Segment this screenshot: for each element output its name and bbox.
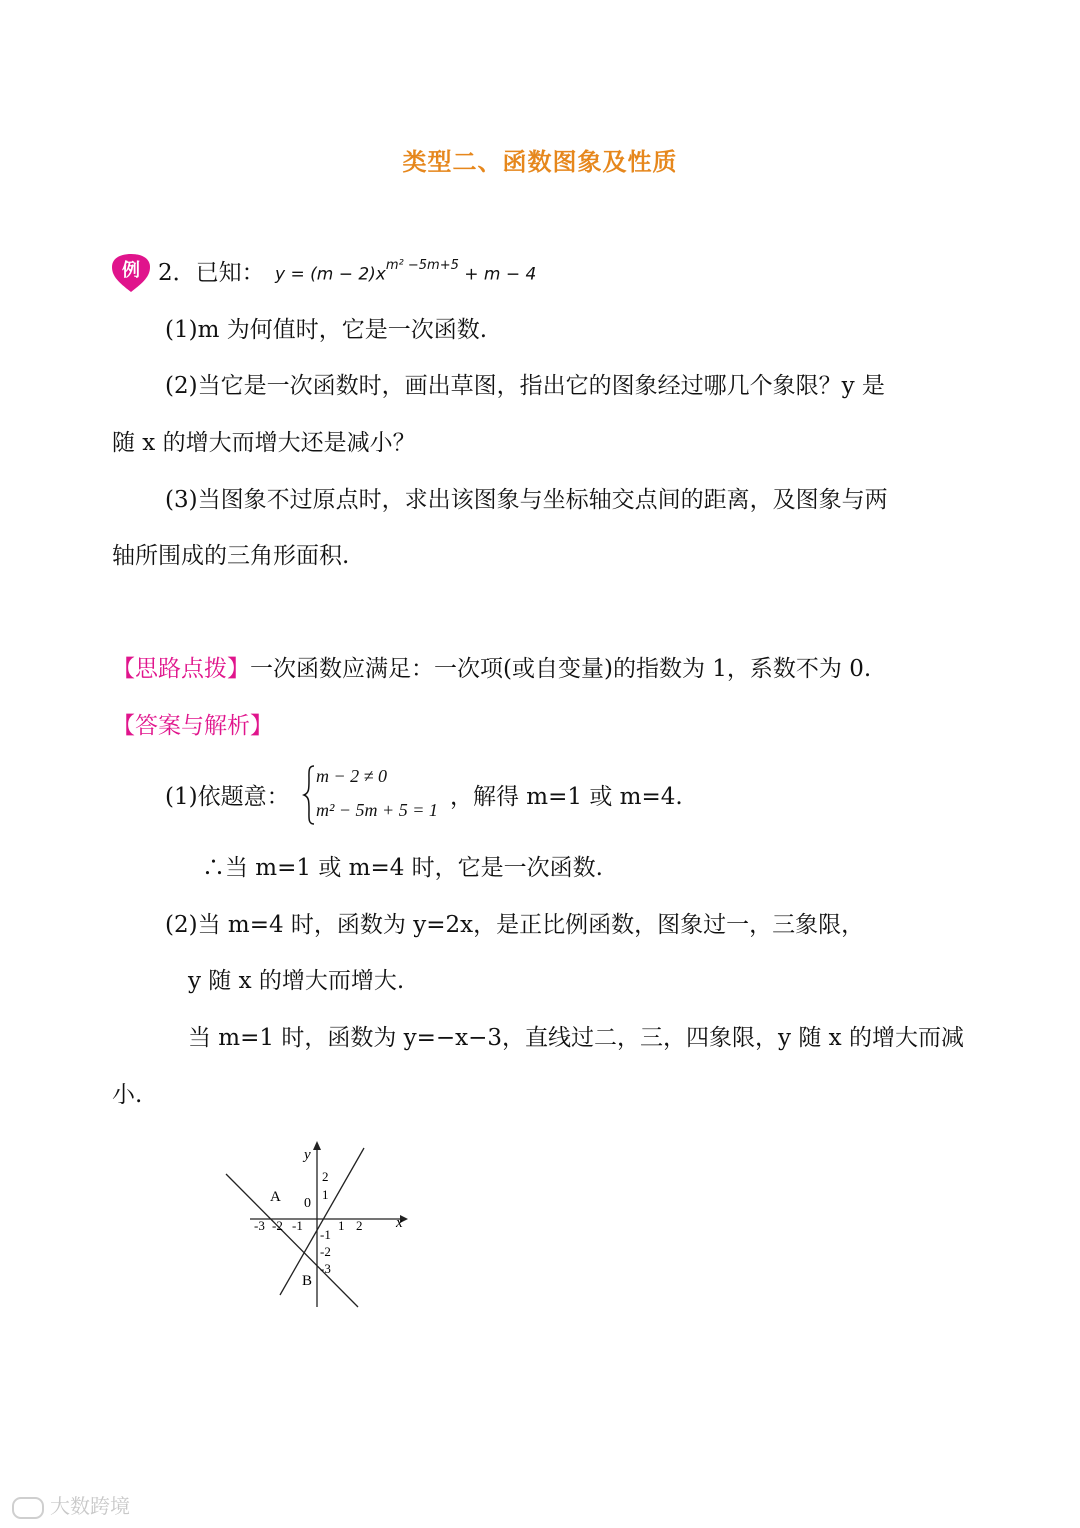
formula-base: y = (m − 2)x xyxy=(275,264,386,285)
answer-1-prefix: (1)依题意： xyxy=(165,784,290,810)
question-3-line-1: (3)当图象不过原点时，求出该图象与坐标轴交点间的距离，及图象与两 xyxy=(165,487,888,513)
origin-label: 0 xyxy=(304,1196,311,1211)
x-tick-label: -2 xyxy=(272,1218,283,1233)
answer-label: 【答案与解析】 xyxy=(112,713,273,739)
system-brace xyxy=(302,764,316,826)
question-2-line-1: (2)当它是一次函数时，画出草图，指出它的图象经过哪几个象限？y 是 xyxy=(165,373,885,399)
y-tick-label: -2 xyxy=(320,1244,331,1259)
answer-2-line-3: 当 m=1 时，函数为 y=−x−3，直线过二，三，四象限，y 随 x 的增大而减 xyxy=(188,1025,964,1051)
answer-2-line-2: y 随 x 的增大而增大. xyxy=(188,968,405,994)
example-badge xyxy=(110,252,152,294)
system-line-2: m² − 5m + 5 = 1 xyxy=(316,800,438,820)
y-tick-label: 2 xyxy=(322,1169,329,1184)
formula-exponent: m² −5m+5 xyxy=(385,258,459,273)
x-tick-label: -3 xyxy=(254,1218,265,1233)
given-formula xyxy=(275,258,537,285)
x-axis-label: x xyxy=(396,1215,403,1231)
graph-svg xyxy=(220,1135,420,1315)
watermark-text: 大数跨境 xyxy=(50,1494,130,1518)
watermark-logo-icon xyxy=(12,1497,44,1519)
example-badge-label: 例 xyxy=(122,260,140,281)
point-a-label: A xyxy=(270,1189,281,1205)
point-b-label: B xyxy=(302,1273,313,1289)
equation-system xyxy=(302,764,462,826)
answer-2-line-4: 小. xyxy=(112,1082,143,1108)
y-tick-label: 1 xyxy=(322,1187,329,1202)
hint-text: 一次函数应满足：一次项(或自变量)的指数为 1，系数不为 0. xyxy=(250,656,872,682)
y-tick-label: -1 xyxy=(320,1227,331,1242)
y-axis-arrow xyxy=(313,1141,321,1150)
hint-label: 【思路点拨】 xyxy=(112,656,250,682)
question-2-line-2: 随 x 的增大而增大还是减小？ xyxy=(112,430,416,456)
formula-tail: + m − 4 xyxy=(464,264,537,285)
answer-1-result: ，解得 m=1 或 m=4. xyxy=(450,784,683,810)
y-axis-label: y xyxy=(304,1147,311,1163)
section-title: 类型二、函数图象及性质 xyxy=(402,147,678,176)
watermark xyxy=(12,1490,130,1519)
answer-1-conclusion: ∴当 m=1 或 m=4 时，它是一次函数. xyxy=(202,855,603,881)
function-graph xyxy=(220,1135,420,1315)
question-1: (1)m 为何值时，它是一次函数. xyxy=(165,317,488,343)
y-tick-label: -3 xyxy=(320,1261,331,1276)
answer-2-line-1: (2)当 m=4 时，函数为 y=2x，是正比例函数，图象过一，三象限， xyxy=(165,912,865,938)
x-tick-label: 1 xyxy=(338,1218,345,1233)
question-3-line-2: 轴所围成的三角形面积. xyxy=(112,543,350,569)
x-tick-label: 2 xyxy=(356,1218,363,1233)
system-line-1: m − 2 ≠ 0 xyxy=(316,766,388,786)
x-tick-label: -1 xyxy=(292,1218,303,1233)
hint-paragraph xyxy=(112,654,871,684)
example-number: 2．已知： xyxy=(158,260,265,286)
